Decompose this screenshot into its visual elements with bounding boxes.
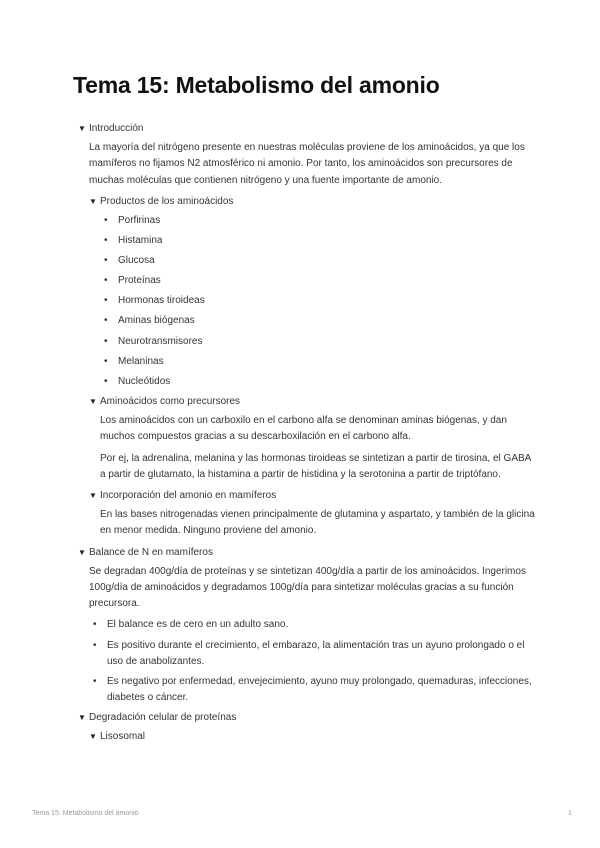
list-item: • Es positivo durante el crecimiento, el embarazo, la alimentación tras un ayuno prolongado o el uso de anabolizantes. <box>89 638 538 670</box>
toggle-degradacion[interactable] <box>78 710 538 726</box>
list-item: • Glucosa <box>100 253 538 269</box>
toggle-body-incorporacion <box>100 507 538 539</box>
list-item: • Aminas biógenas <box>100 313 538 329</box>
toggle-label: Balance de N en mamíferos <box>89 546 213 558</box>
paragraph: Los aminoácidos con un carboxilo en el carbono alfa se denominan aminas biógenas, y dan muchos compuestos gracias a su descarboxilación en el carbono alfa. <box>100 415 507 443</box>
toggle-label: Lisosomal <box>100 731 146 743</box>
triangle-down-icon[interactable]: ▼ <box>89 732 97 742</box>
triangle-down-icon[interactable]: ▼ <box>89 396 97 406</box>
paragraph: En las bases nitrogenadas vienen principalmente de glutamina y aspartato, y también de la glicina en menor medida. Ninguno proviene del amonio. <box>100 509 535 537</box>
toggle-balance[interactable] <box>78 545 538 561</box>
list-item: • Hormonas tiroideas <box>100 293 538 309</box>
toggle-body-degradacion <box>89 729 538 745</box>
toggle-incorporacion[interactable] <box>89 488 538 504</box>
list-item: • Nucleótidos <box>100 374 538 390</box>
triangle-down-icon[interactable]: ▼ <box>89 196 97 206</box>
toggle-productos[interactable] <box>89 194 538 210</box>
toggle-introduccion[interactable] <box>78 121 538 137</box>
list-item: • Neurotransmisores <box>100 334 538 350</box>
toggle-label: Introducción <box>89 123 144 134</box>
bullet-list <box>100 213 538 390</box>
paragraph: La mayoría del nitrógeno presente en nuestras moléculas proviene de los aminoácidos, ya que los mamíferos no fijamos N2 atmosférico ni amonio. Por tanto, los aminoácidos son precursores de muchas moléculas que contienen nitrógeno y una fuente importante de amonio. <box>89 142 525 186</box>
toggle-body-balance <box>89 564 538 706</box>
list-item: • El balance es de cero en un adulto sano. <box>89 617 538 633</box>
footer-title: Tema 15: Metabolismo del amonio <box>32 810 139 817</box>
paragraph: Por ej, la adrenalina, melanina y las hormonas tiroideas se sintetizan a partir de tirosina, el GABA a partir de glutamato, la histamina a partir de histidina y la serotonina a partir de triptófano. <box>100 452 531 480</box>
list-item: • Es negativo por enfermedad, envejecimiento, ayuno muy prolongado, quemaduras, infecciones, diabetes o cáncer. <box>89 674 538 706</box>
toggle-label: Degradación celular de proteínas <box>89 712 237 724</box>
bullet-list <box>89 617 538 706</box>
triangle-down-icon[interactable]: ▼ <box>78 124 86 133</box>
toggle-body-introduccion <box>89 140 538 539</box>
toggle-label: Aminoácidos como precursores <box>100 395 241 407</box>
toggle-lisosomal[interactable] <box>89 729 538 745</box>
triangle-down-icon[interactable]: ▼ <box>78 547 86 557</box>
list-item: • Histamina <box>100 233 538 249</box>
toggle-precursores[interactable] <box>89 394 538 410</box>
toggle-body-precursores <box>100 413 538 483</box>
triangle-down-icon[interactable]: ▼ <box>78 713 86 723</box>
paragraph: Se degradan 400g/día de proteínas y se sintetizan 400g/día a partir de los aminoácidos. Ingerimos 100g/día de aminoácidos y degradamos 100g/día para sintetizar moléculas gracias a su función precursora. <box>89 565 526 610</box>
page-number: 1 <box>568 810 572 817</box>
triangle-down-icon[interactable]: ▼ <box>89 490 97 500</box>
toggle-label: Productos de los aminoácidos <box>100 195 234 207</box>
toggle-body-productos <box>100 213 538 390</box>
list-item: • Proteínas <box>100 273 538 289</box>
list-item: • Melaninas <box>100 354 538 370</box>
list-item: • Porfirinas <box>100 213 538 229</box>
page-title: Tema 15: Metabolismo del amonio <box>73 72 440 98</box>
toggle-label: Incorporación del amonio en mamíferos <box>100 489 277 501</box>
document-body <box>78 121 538 749</box>
